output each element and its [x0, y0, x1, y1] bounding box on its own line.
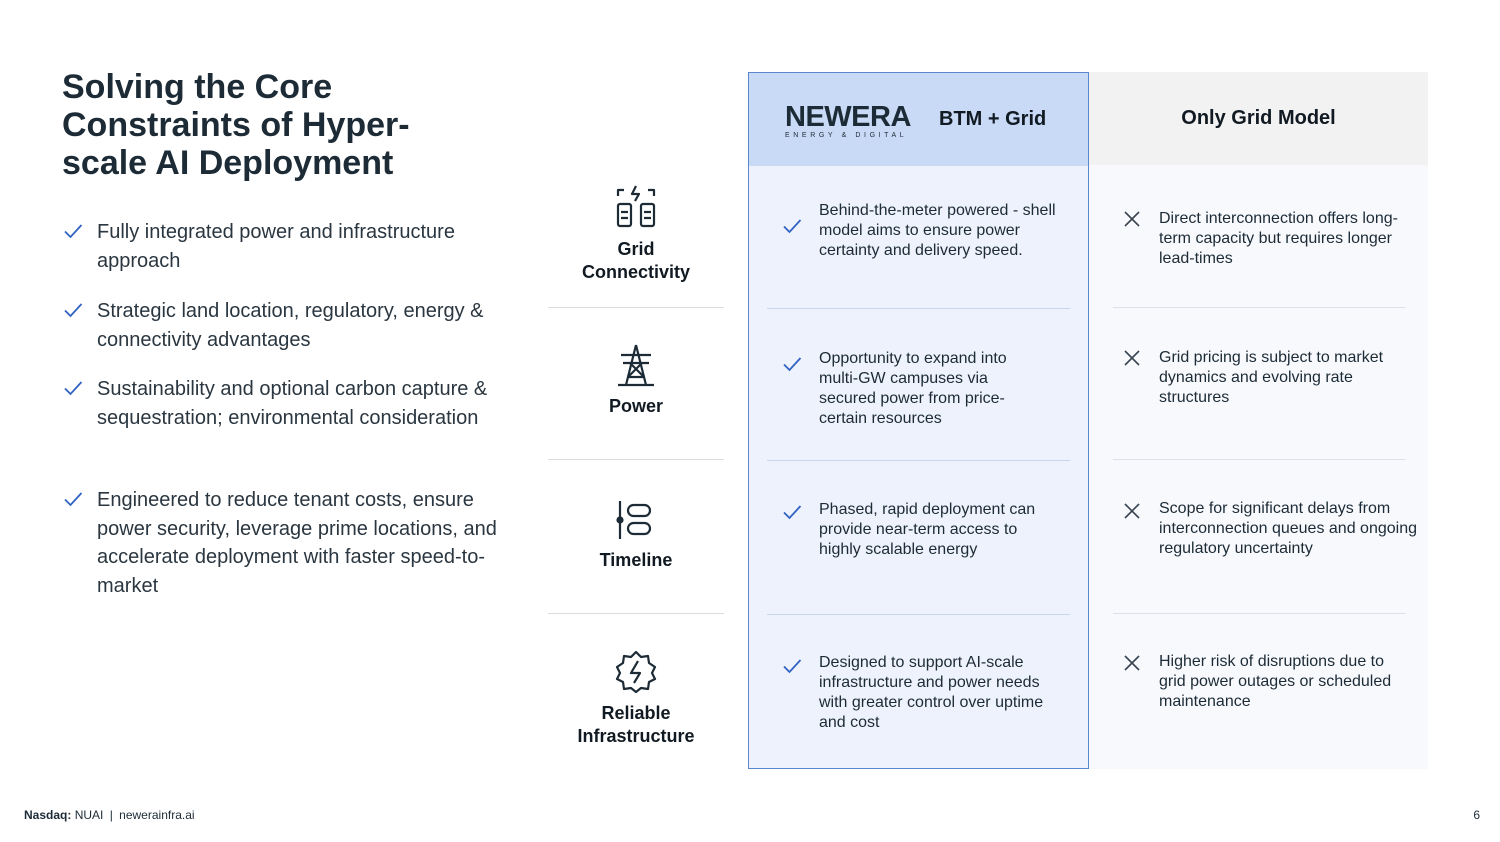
benefit-text: Sustainability and optional carbon capture & sequestration; environmental consideration	[97, 378, 488, 429]
check-icon	[781, 353, 803, 375]
btm-cell-text: Behind-the-meter powered - shell model aims to ensure power certainty and delivery speed.	[819, 202, 1056, 259]
check-icon	[62, 299, 84, 321]
check-icon	[781, 655, 803, 677]
grid-cell-text: Grid pricing is subject to market dynamics and evolving rate structures	[1159, 349, 1384, 406]
row-divider	[548, 307, 724, 308]
row-label-text: Grid Connectivity	[581, 239, 691, 282]
row-divider	[767, 460, 1070, 461]
cross-icon	[1121, 347, 1143, 369]
cross-icon	[1121, 500, 1143, 522]
row-divider	[1113, 459, 1406, 460]
grid-cell-text: Direct interconnection offers long-term capacity but requires longer lead-times	[1159, 210, 1398, 267]
grid-only-heading: Only Grid Model	[1181, 107, 1336, 129]
check-icon	[62, 488, 84, 510]
row-divider	[548, 613, 724, 614]
transmission-tower-icon	[614, 343, 658, 387]
page-number: 6	[1473, 808, 1480, 822]
row-divider	[1113, 307, 1406, 308]
btm-grid-heading: BTM + Grid	[939, 108, 1047, 130]
btm-cell-text: Designed to support AI-scale infrastructure and power needs with greater control over uptime and cost	[819, 654, 1044, 731]
check-icon	[781, 215, 803, 237]
btm-grid-header	[749, 73, 1088, 166]
row-label-grid-connectivity	[548, 184, 724, 284]
row-divider	[767, 614, 1070, 615]
check-icon	[62, 377, 84, 399]
check-icon	[62, 220, 84, 242]
row-label-text: Timeline	[599, 550, 673, 570]
grid-connectivity-icon	[612, 184, 660, 230]
row-divider	[767, 308, 1070, 309]
grid-cell-text: Higher risk of disruptions due to grid power outages or scheduled maintenance	[1159, 653, 1392, 710]
cross-icon	[1121, 208, 1143, 230]
row-label-timeline	[548, 499, 724, 572]
page-title: Solving the Core Constraints of Hyper-scale AI Deployment	[62, 68, 410, 182]
lightning-badge-icon	[614, 650, 658, 694]
footer	[24, 808, 195, 822]
benefit-text: Fully integrated power and infrastructure approach	[97, 221, 455, 272]
website-link[interactable]: newerainfra.ai	[119, 808, 195, 822]
benefit-text: Engineered to reduce tenant costs, ensure power security, leverage prime locations, and accelerate deployment with faster speed-to-market	[97, 489, 497, 597]
row-label-text: Reliable Infrastructure	[577, 703, 695, 746]
benefit-text: Strategic land location, regulatory, energy & connectivity advantages	[97, 300, 484, 351]
newera-logo: NEWERA ENERGY & DIGITAL	[785, 101, 911, 139]
grid-only-column	[1089, 72, 1428, 769]
btm-grid-column	[748, 72, 1089, 769]
btm-cell-text: Phased, rapid deployment can provide near-term access to highly scalable energy	[819, 501, 1036, 558]
cross-icon	[1121, 652, 1143, 674]
ticker: NUAI	[74, 808, 104, 822]
btm-cell-text: Opportunity to expand into multi-GW campuses via secured power from price-certain resources	[819, 350, 1007, 427]
row-divider	[548, 459, 724, 460]
row-label-reliable-infrastructure	[548, 650, 724, 748]
row-divider	[1113, 613, 1406, 614]
row-label-power	[548, 343, 724, 418]
row-label-text: Power	[608, 396, 664, 416]
grid-only-header	[1089, 72, 1428, 165]
footer-separator: |	[109, 808, 113, 822]
timeline-icon	[614, 499, 658, 541]
check-icon	[781, 501, 803, 523]
exchange-label: Nasdaq:	[24, 808, 72, 822]
grid-cell-text: Scope for significant delays from interconnection queues and ongoing regulatory uncertainty	[1159, 500, 1417, 557]
